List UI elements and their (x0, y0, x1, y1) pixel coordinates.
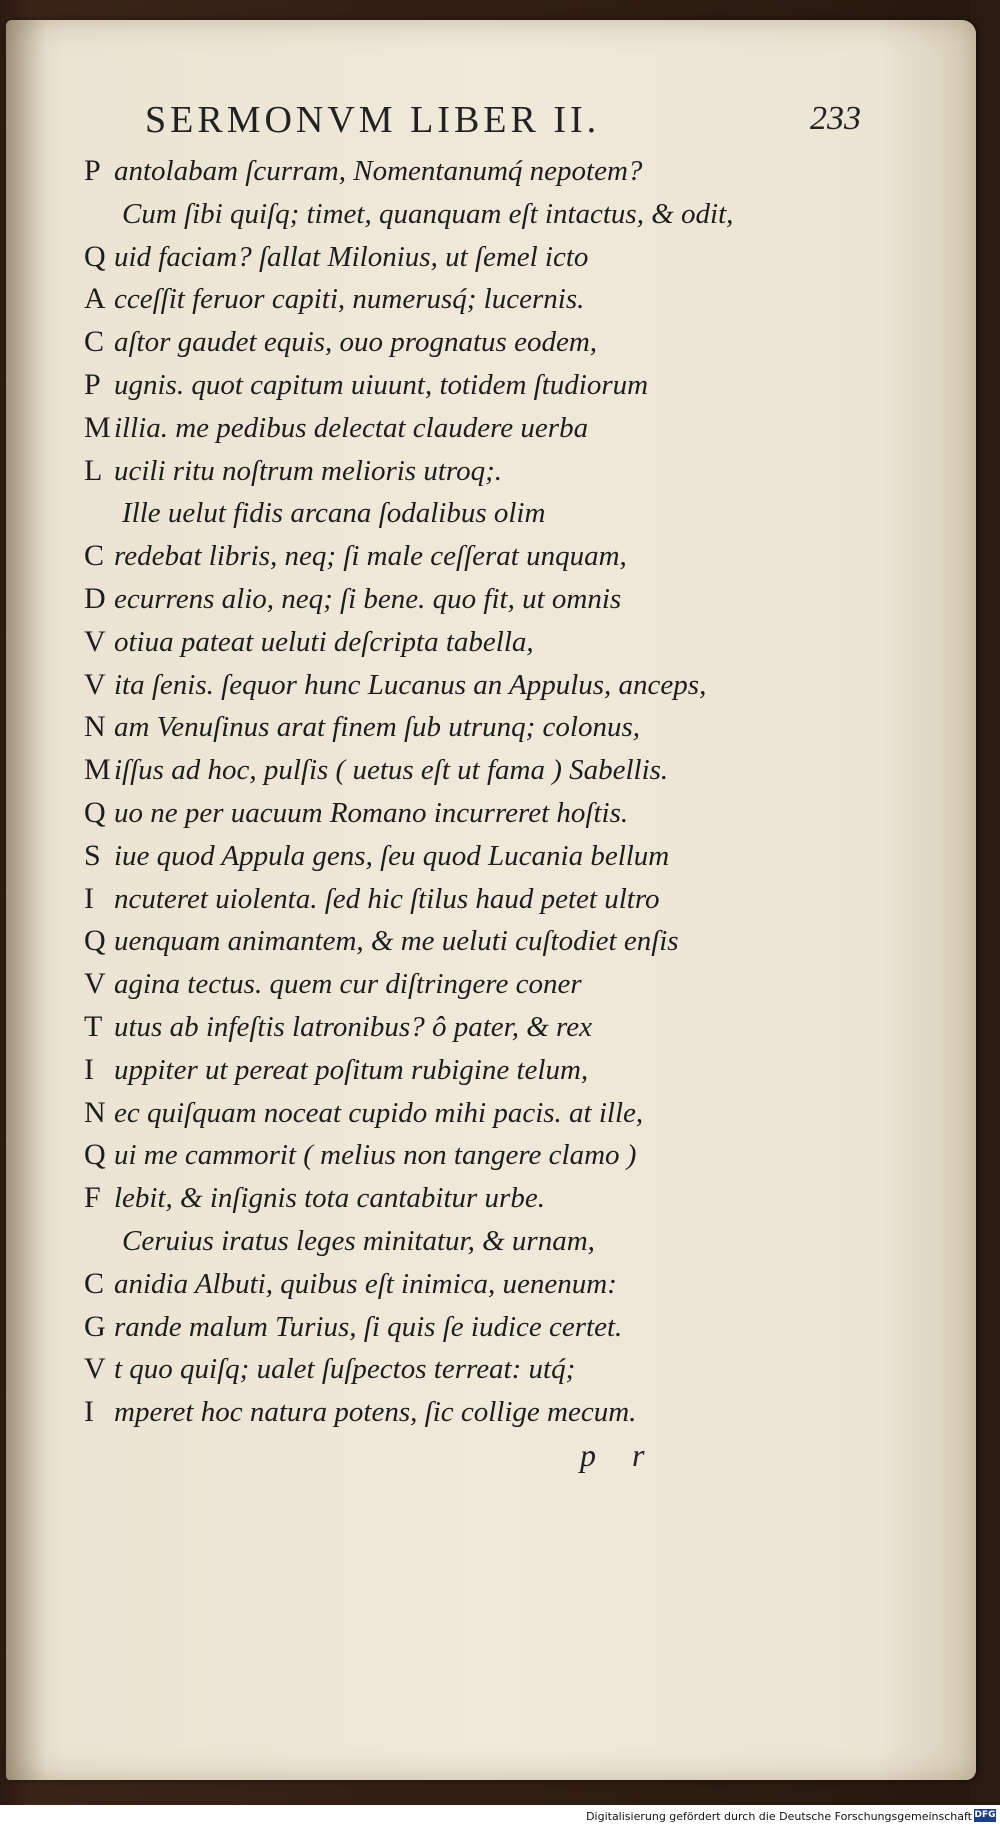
verse-line (84, 835, 764, 878)
verse-initial: V (84, 1352, 106, 1386)
verse-line (84, 1306, 764, 1349)
verse-initial: Q (84, 924, 106, 958)
verse-initial: M (84, 753, 111, 787)
verse-initial: C (84, 325, 105, 359)
verse-initial: Q (84, 239, 106, 273)
spine-shadow (6, 20, 46, 1780)
verse-text: redebat libris, neq; ſi male ceſſerat unquam, (114, 540, 627, 573)
verse-initial: V (84, 967, 106, 1001)
verse-line (84, 1263, 764, 1306)
verse-initial: I (84, 1395, 94, 1429)
verse-initial: P (84, 154, 101, 187)
verse-text: ita ſenis. ſequor hunc Lucanus an Appulus, anceps, (114, 668, 707, 701)
verse-initial: V (84, 667, 106, 701)
verse-initial: Q (84, 795, 106, 829)
page-number: 233 (810, 100, 861, 137)
verse-line (84, 749, 764, 792)
verse-line (84, 236, 764, 279)
verse-line (84, 578, 764, 621)
verse-text: cceſſit feruor capiti, numerusq́; lucernis. (114, 283, 585, 316)
verse-line (84, 193, 764, 236)
verse-line (84, 535, 764, 578)
verse-initial: I (84, 881, 94, 915)
verse-text: utus ab infeſtis latronibus? ô pater, & rex (114, 1010, 592, 1043)
verse-text: otiua pateat ueluti deſcripta tabella, (114, 625, 534, 658)
verse-text: mperet hoc natura potens, ſic collige mecum. (114, 1396, 637, 1429)
verse-line (84, 792, 764, 835)
verse-line (84, 706, 764, 749)
verse-line (84, 621, 764, 664)
verse-line (84, 1134, 764, 1177)
verse-line (84, 878, 764, 921)
verse-text: uenquam animantem, & me ueluti cuſtodiet enſis (114, 925, 679, 958)
verse-line (84, 664, 764, 707)
verse-initial: I (84, 1052, 94, 1086)
verse-line (84, 321, 764, 364)
verse-initial: G (84, 1309, 106, 1343)
verse-initial: S (84, 838, 101, 872)
verse-text: uo ne per uacuum Romano incurreret hoſtis. (114, 796, 629, 829)
verse-block (84, 150, 764, 1434)
verse-line (84, 963, 764, 1006)
verse-line (84, 407, 764, 450)
verse-text: lebit, & inſignis tota cantabitur urbe. (114, 1182, 545, 1215)
verse-line (84, 1220, 764, 1263)
verse-initial: D (84, 581, 106, 615)
verse-initial: Q (84, 1138, 106, 1172)
verse-line (84, 1092, 764, 1135)
verse-text: uid faciam? ſallat Milonius, ut ſemel icto (114, 240, 589, 273)
verse-text: ncuteret uiolenta. ſed hic ſtilus haud petet ultro (114, 882, 660, 915)
funding-credit: Digitalisierung gefördert durch die Deutsche Forschungsgemeinschaft (586, 1810, 972, 1823)
verse-initial: F (84, 1181, 101, 1215)
verse-text: Cum ſibi quiſq; timet, quanquam eſt intactus, & odit, (122, 197, 734, 230)
verse-text: am Venuſinus arat finem ſub utrunq; colonus, (114, 711, 641, 744)
verse-initial: L (84, 453, 103, 487)
footer-bar (0, 1805, 1000, 1825)
verse-initial: A (84, 282, 106, 316)
verse-text: Ille uelut fidis arcana ſodalibus olim (122, 497, 546, 530)
verse-text: illia. me pedibus delectat claudere uerba (114, 411, 589, 444)
verse-text: antolabam ſcurram, Nomentanumq́ nepotem? (114, 155, 643, 187)
verse-line (84, 1391, 764, 1434)
verse-line (84, 1006, 764, 1049)
verse-line (84, 492, 764, 535)
verse-initial: V (84, 624, 106, 658)
verse-initial: P (84, 367, 101, 401)
verse-text: t quo quiſq; ualet ſuſpectos terreat: utq́; (114, 1353, 576, 1386)
verse-text: ecurrens alio, neq; ſi bene. quo fit, ut omnis (114, 582, 622, 615)
verse-line (84, 1049, 764, 1092)
verse-text: anidia Albuti, quibus eſt inimica, uenenum: (114, 1267, 617, 1300)
verse-line (84, 1177, 764, 1220)
running-head: SERMONVM LIBER II. (145, 99, 601, 141)
verse-line (84, 1348, 764, 1391)
verse-text: aſtor gaudet equis, ouo prognatus eodem, (114, 326, 598, 359)
verse-initial: M (84, 410, 111, 444)
verse-text: iue quod Appula gens, ſeu quod Lucania bellum (114, 839, 670, 872)
verse-initial: N (84, 1095, 106, 1129)
verse-line (84, 450, 764, 493)
verse-line (84, 364, 764, 407)
verse-text: ugnis. quot capitum uiuunt, totidem ſtudiorum (114, 368, 649, 401)
verse-text: uppiter ut pereat poſitum rubigine telum, (114, 1053, 589, 1086)
dfg-logo-icon: DFG (974, 1810, 996, 1820)
verse-text: iſſus ad hoc, pulſis ( uetus eſt ut fama ) Sabellis. (114, 754, 669, 787)
verse-text: ui me cammorit ( melius non tangere clamo ) (114, 1139, 637, 1172)
verse-initial: C (84, 539, 105, 573)
verse-text: ec quiſquam noceat cupido mihi pacis. at ille, (114, 1096, 644, 1129)
catchword: p r (580, 1437, 659, 1473)
verse-initial: C (84, 1266, 105, 1300)
verse-text: agina tectus. quem cur diſtringere coner (114, 968, 582, 1001)
verse-text: Ceruius iratus leges minitatur, & urnam, (122, 1224, 595, 1257)
verse-line (84, 278, 764, 321)
verse-line (84, 920, 764, 963)
verse-initial: T (84, 1009, 103, 1043)
verse-text: ucili ritu noſtrum melioris utroq;. (114, 454, 503, 487)
verse-line (84, 150, 764, 193)
verse-text: rande malum Turius, ſi quis ſe iudice certet. (114, 1310, 623, 1343)
verse-initial: N (84, 710, 106, 744)
